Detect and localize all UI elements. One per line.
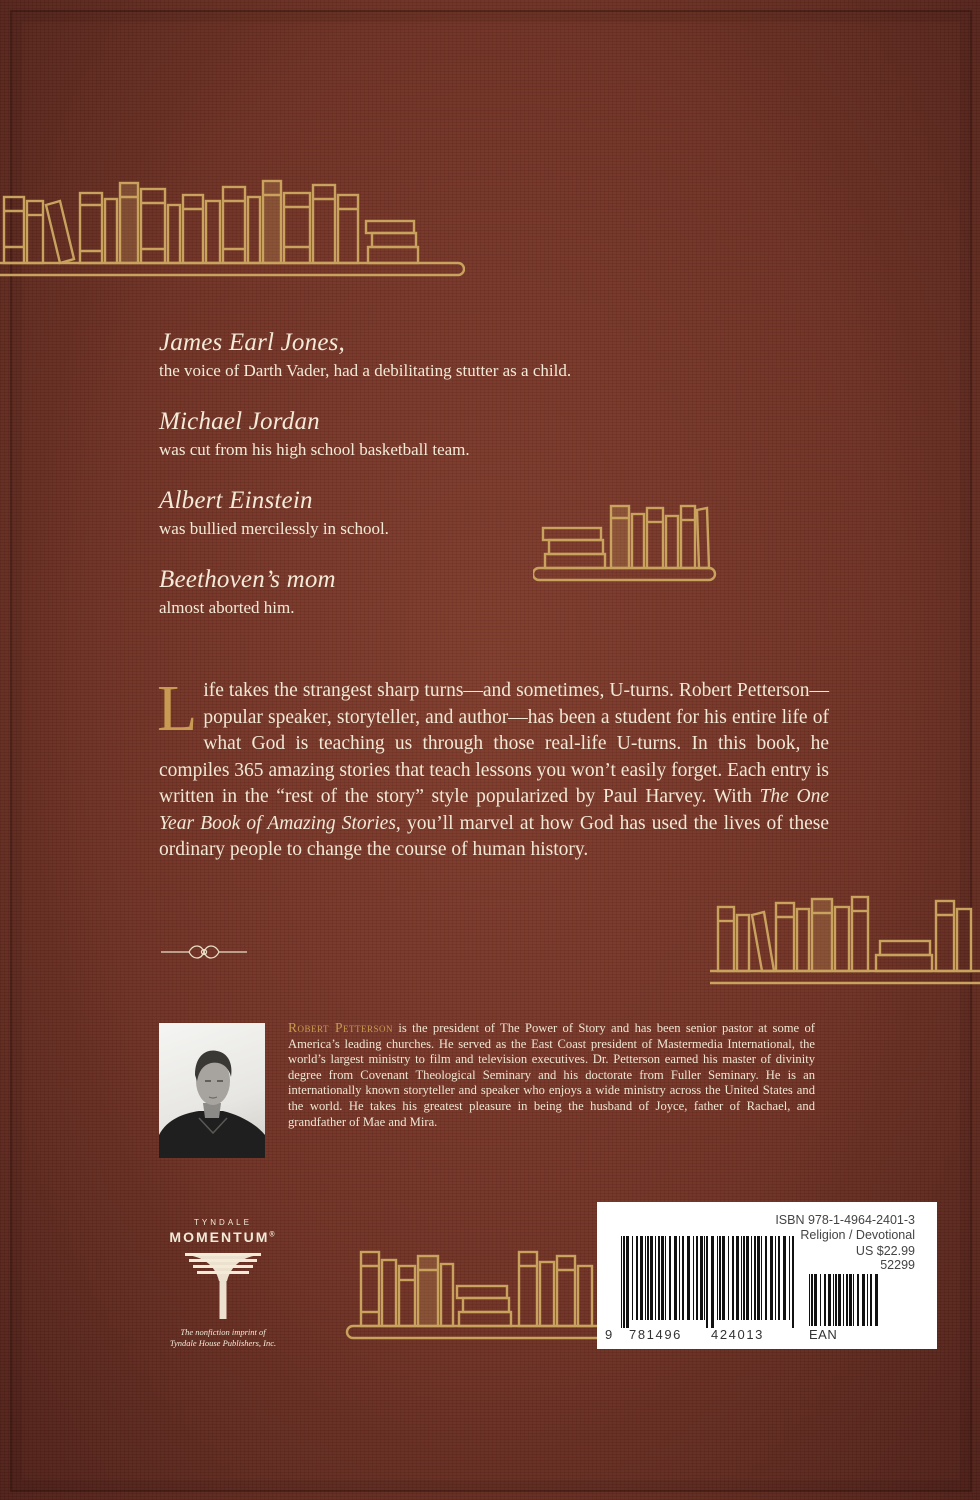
category-text: Religion / Devotional [800,1228,915,1242]
publisher-logo-name [158,1229,288,1245]
barcode-bar [706,1236,708,1328]
book-title: The One Year Book of Amazing Stories [159,786,829,834]
barcode-bar [693,1236,694,1320]
barcode-bar [674,1236,677,1320]
author-name: Robert Petterson [288,1020,394,1035]
publisher-caption-line1: The nonfiction imprint of [180,1327,266,1337]
barcode-bar [658,1236,660,1320]
drop-cap: L [157,672,198,745]
bookshelf-middle-illustration [533,496,717,590]
barcode-bar [682,1236,684,1320]
barcode-bar [640,1236,643,1320]
barcode-bar [650,1236,653,1320]
ean-label: EAN [809,1327,838,1342]
quote-name: Beethoven’s mom [159,566,336,593]
author-photo [159,1023,265,1158]
barcode-bar [623,1236,625,1328]
quote-text: was bullied mercilessly in school. [159,519,389,538]
publisher-caption [158,1327,288,1349]
barcode-bar [621,1236,622,1328]
barcode-bar [857,1274,859,1326]
publisher-logo [158,1218,288,1349]
quote-name: James Earl Jones, [159,329,345,356]
registered-mark: ® [269,1231,277,1239]
barcode-bar [770,1236,773,1320]
barcode-label [597,1202,937,1349]
publisher-logo-top: TYNDALE [194,1218,252,1227]
barcode-bar [717,1236,718,1320]
barcode-bar [736,1236,739,1320]
barcode-digits-right: 424013 [711,1327,764,1342]
momentum-emblem-icon [183,1251,263,1321]
barcode-bar [867,1274,868,1326]
author-bio-text: is the president of The Power of Story and has been senior pastor at some of America’s leading churches. He served as the East Coast president of Mastermedia International, the world’s largest ministry to film and television executives. Dr. Petterson earned his master of divinity degree from Covenant Theological Seminary and his doctorate from Fuller Seminary. He is an internationally known storyteller and speaker who enjoys a wide ministry across the United States and the world. He takes his greatest pleasure in being the husband of Joyce, father of Rachael, and grandfather of Mae and Mira. [288,1021,815,1129]
barcode-bar [751,1236,752,1320]
barcode-bar [687,1236,690,1320]
barcode-bar [704,1236,705,1320]
barcode-bar [838,1274,841,1326]
barcode-bar [778,1236,780,1320]
bookshelf-right-illustration [710,885,980,995]
barcode-bar [824,1274,826,1326]
barcode-bar [746,1236,749,1320]
barcode-bar [743,1236,745,1320]
barcode-bar [843,1274,844,1326]
barcode-bar [700,1236,703,1320]
barcode-bar [833,1274,834,1326]
barcode-bar [647,1236,649,1320]
barcode-bar [875,1274,878,1326]
quote-text: the voice of Darth Vader, had a debilitating stutter as a child. [159,361,572,380]
barcode-bar [853,1274,854,1326]
barcode-bar [661,1236,664,1320]
isbn-text: ISBN 978-1-4964-2401-3 [775,1213,915,1227]
bookshelf-bottom-illustration [345,1242,600,1352]
barcode-bar [669,1236,671,1320]
barcode-bar [849,1274,852,1326]
publisher-caption-line2: Tyndale House Publishers, Inc. [169,1338,277,1348]
quotes-section [159,328,799,644]
description-text: ife takes the strangest sharp turns—and sometimes, U-turns. Robert Petterson—popular speaker, storyteller, and author—has been a student for his entire life of what God is teaching us through those real-life U-turns. In this book, he compiles 365 amazing stories that teach lessons you won’t easily forget. Each entry is written in the “rest of the story” style popularized by Paul Harvey. With [159,680,829,807]
author-bio [288,1020,815,1130]
barcode-bar [828,1274,831,1326]
barcode-bar [632,1236,633,1320]
barcode-bar [820,1274,821,1326]
barcode-bar [722,1236,725,1320]
barcode-bar [665,1236,666,1320]
barcode-bar [783,1236,786,1320]
description-text-end: , you’ll marvel at how God has used the lives of these ordinary people to change the course of human history. [159,812,829,860]
barcode-bar [719,1236,721,1320]
price-barcode [809,1274,881,1334]
barcode-bar [741,1236,742,1320]
barcode-bar [789,1236,790,1320]
barcode-bar [679,1236,680,1320]
barcode-bar [811,1274,813,1326]
quote-name: Michael Jordan [159,408,320,435]
barcode-bar [761,1236,762,1320]
barcode-digits-left: 781496 [629,1327,682,1342]
publisher-name: MOMENTUM [169,1229,270,1245]
quote-name: Albert Einstein [159,487,313,514]
barcode-bar [655,1236,656,1320]
price-text: US $22.99 [855,1244,915,1258]
barcode-bar [626,1236,629,1328]
barcode-bar [792,1236,794,1328]
barcode-bar [711,1236,714,1328]
barcode-bar [757,1236,760,1320]
quote-text: was cut from his high school basketball team. [159,440,470,459]
isbn-barcode [621,1236,796,1328]
quote-text: almost aborted him. [159,598,295,617]
book-description [157,672,829,864]
barcode-bar [754,1236,756,1320]
price-code-text: 52299 [880,1258,915,1272]
barcode-bar [636,1236,638,1320]
barcode-bar [732,1236,734,1320]
barcode-bar [728,1236,729,1320]
barcode-bar [846,1274,848,1326]
barcode-bar [814,1274,817,1326]
ornament-divider-icon [159,940,249,964]
barcode-bar [809,1274,810,1326]
barcode-first-digit: 9 [605,1327,614,1342]
barcode-bar [645,1236,646,1320]
barcode-bar [696,1236,698,1320]
barcode-bar [775,1236,776,1320]
author-portrait-image [159,1023,265,1158]
barcode-bar [835,1274,837,1326]
barcode-bar [870,1274,872,1326]
barcode-bar [765,1236,767,1320]
bookshelf-top-illustration [0,175,465,287]
barcode-bar [862,1274,865,1326]
